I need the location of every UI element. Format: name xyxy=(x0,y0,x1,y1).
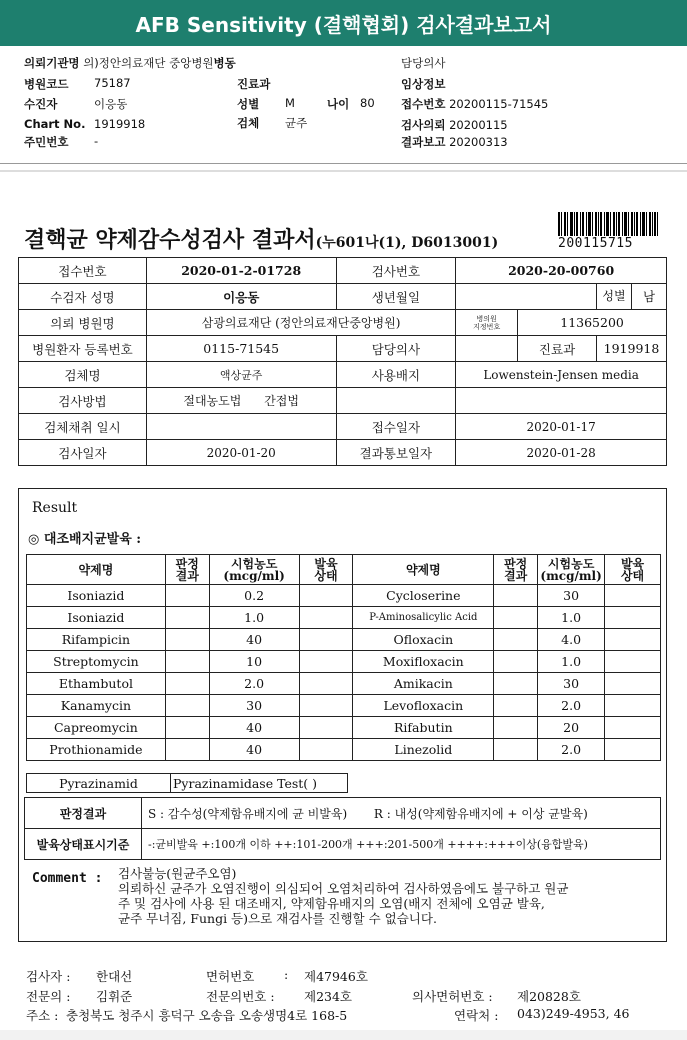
col-drug-left: 약제명 xyxy=(27,555,166,585)
hospital-label: 의뢰 병원명 xyxy=(19,310,147,336)
drug-name-left: Kanamycin xyxy=(27,695,166,717)
conc-right: 2.0 xyxy=(538,695,605,717)
col-judge-left: 판정 결과 xyxy=(165,555,209,585)
method-empty-b xyxy=(456,388,667,414)
tester-name: 한대선 xyxy=(96,969,133,984)
pyrazinamidase-test: Pyrazinamidase Test( ) xyxy=(171,774,348,793)
judge-right xyxy=(494,629,538,651)
drug-row xyxy=(27,695,661,717)
test-no-value: 2020-20-00760 xyxy=(456,258,667,284)
drug-name-left: Capreomycin xyxy=(27,717,166,739)
judge-label: 판정결과 xyxy=(25,798,142,829)
resident-value: - xyxy=(94,134,99,148)
conc-left: 40 xyxy=(209,739,299,761)
contact-value: 043)249-4953, 46 xyxy=(517,1006,630,1021)
spec-no-label: 전문의번호 : xyxy=(206,989,275,1004)
patient-value: 이응동 xyxy=(94,97,128,111)
conc-right: 4.0 xyxy=(538,629,605,651)
conc-left: 10 xyxy=(209,651,299,673)
address-value: 충청북도 청주시 흥덕구 오송읍 오송생명4로 168-5 xyxy=(66,1008,348,1023)
collect-label: 검체채취 일시 xyxy=(19,414,147,440)
conc-left: 30 xyxy=(209,695,299,717)
judge-right xyxy=(494,717,538,739)
conc-right: 30 xyxy=(538,673,605,695)
conc-left: 2.0 xyxy=(209,673,299,695)
growth-right xyxy=(605,585,661,607)
drug-row xyxy=(27,739,661,761)
doc-license-value: 제20828호 xyxy=(517,989,581,1004)
doctor-value xyxy=(456,336,518,362)
judgement-table xyxy=(24,797,661,860)
chart-label: Chart No. xyxy=(24,117,86,131)
address-label: 주소 : xyxy=(26,1008,59,1023)
growth-right xyxy=(605,651,661,673)
growth-left xyxy=(299,585,353,607)
tester-label: 검사자 : xyxy=(26,969,71,984)
drug-name-left: Isoniazid xyxy=(27,585,166,607)
chart-value: 1919918 xyxy=(94,117,146,131)
drug-row xyxy=(27,607,661,629)
age-label: 나이 xyxy=(327,97,350,111)
pyrazinamid-table xyxy=(26,773,348,793)
medium-value: Lowenstein-Jensen media xyxy=(456,362,667,388)
judge-right xyxy=(494,585,538,607)
comment-line: 균주 무너짐, Fungi 등)으로 재검사를 진행할 수 없습니다. xyxy=(118,911,437,926)
conc-right: 2.0 xyxy=(538,739,605,761)
patient-name-value: 이응동 xyxy=(146,284,336,310)
barcode-number: 200115715 xyxy=(558,236,633,251)
license-label: 면허번호 xyxy=(206,969,255,984)
drug-row xyxy=(27,717,661,739)
judge-left xyxy=(165,695,209,717)
growth-left xyxy=(299,651,353,673)
recv-date-label: 접수일자 xyxy=(336,414,456,440)
birth-value xyxy=(456,284,597,310)
growth-left xyxy=(299,717,353,739)
conc-left: 1.0 xyxy=(209,607,299,629)
spec-no-value: 제234호 xyxy=(304,989,353,1004)
specialist-label: 전문의 : xyxy=(26,989,71,1004)
hospital-code-label: 병원코드 xyxy=(24,77,69,91)
receipt-no-value: 2020-01-2-01728 xyxy=(146,258,336,284)
col-conc-left: 시험농도 (mcg/ml) xyxy=(209,555,299,585)
drug-name-right: Rifabutin xyxy=(353,717,494,739)
doc-license-label: 의사면허번호 : xyxy=(412,989,493,1004)
judge-left xyxy=(165,717,209,739)
drug-row xyxy=(27,673,661,695)
license-colon: : xyxy=(284,967,289,982)
barcode-image xyxy=(558,212,658,236)
control-growth-label: ◎ 대조배지균발육 : xyxy=(28,532,142,547)
judge-left xyxy=(165,607,209,629)
doctor-label: 담당의사 xyxy=(336,336,456,362)
growth-criteria-label: 발육상태표시기준 xyxy=(25,829,142,860)
specimen-label: 검체명 xyxy=(19,362,147,388)
comment-text xyxy=(118,866,568,926)
growth-right xyxy=(605,717,661,739)
growth-right xyxy=(605,629,661,651)
drug-name-left: Ethambutol xyxy=(27,673,166,695)
conc-left: 40 xyxy=(209,717,299,739)
growth-right xyxy=(605,607,661,629)
judge-left xyxy=(165,739,209,761)
patient-label: 수진자 xyxy=(24,97,58,111)
growth-right xyxy=(605,695,661,717)
col-growth-right: 발육 상태 xyxy=(605,555,661,585)
document-title: 결핵균 약제감수성검사 결과서(누601나(1), D6013001) xyxy=(24,227,499,253)
drug-name-left: Streptomycin xyxy=(27,651,166,673)
sex-value: M xyxy=(285,96,295,110)
judge-left xyxy=(165,651,209,673)
medium-label: 사용배지 xyxy=(336,362,456,388)
drug-name-right: Ofloxacin xyxy=(353,629,494,651)
judge-right xyxy=(494,607,538,629)
judge-left xyxy=(165,585,209,607)
resident-label: 주민번호 xyxy=(24,135,69,149)
patient-name-label: 수검자 성명 xyxy=(19,284,147,310)
comment-line: 의뢰하신 균주가 오염진행이 의심되어 오염처리하여 검사하였음에도 불구하고 원균 xyxy=(118,881,569,896)
conc-right: 30 xyxy=(538,585,605,607)
method-value: 절대농도법 간접법 xyxy=(146,388,336,414)
receipt-no-label: 접수번호 xyxy=(19,258,147,284)
header-divider xyxy=(0,163,687,164)
notify-label: 결과통보일자 xyxy=(336,440,456,466)
sex-label: 성별 xyxy=(237,97,260,111)
drug-name-left: Isoniazid xyxy=(27,607,166,629)
comment-line: 주 및 검사에 사용 된 대조배지, 약제함유배지의 오염(배지 전체에 오염균 발육, xyxy=(118,896,545,911)
growth-left xyxy=(299,695,353,717)
judge-left xyxy=(165,673,209,695)
report-row: 결과보고 20200313 xyxy=(401,135,508,149)
conc-right: 20 xyxy=(538,717,605,739)
specimen-value: 액상균주 xyxy=(146,362,336,388)
birth-label: 생년월일 xyxy=(336,284,456,310)
judge-criteria: S : 감수성(약제함유배지에 균 비발육) R : 내성(약제함유배지에 + 이상 균발육) xyxy=(142,798,661,829)
conc-right: 1.0 xyxy=(538,651,605,673)
age-value: 80 xyxy=(360,96,375,110)
dept-label: 진료과 xyxy=(518,336,597,362)
judge-right xyxy=(494,673,538,695)
judge-right xyxy=(494,739,538,761)
drug-name-right: Cycloserine xyxy=(353,585,494,607)
test-date-value: 2020-01-20 xyxy=(146,440,336,466)
collect-value xyxy=(146,414,336,440)
method-label: 검사방법 xyxy=(19,388,147,414)
growth-criteria-text: -:균비발육 +:100개 이하 ++:101-200개 +++:201-500개 ++++:+++이상(융합발육) xyxy=(142,829,661,860)
sex-cell: 성별 남 xyxy=(596,284,666,310)
drug-name-right: P-Aminosalicylic Acid xyxy=(353,607,494,629)
designation-label: 병의원 지정번호 xyxy=(456,310,518,336)
judge-right xyxy=(494,695,538,717)
col-growth-left: 발육 상태 xyxy=(299,555,353,585)
method-empty-a xyxy=(336,388,456,414)
growth-right xyxy=(605,739,661,761)
drug-row xyxy=(27,651,661,673)
col-judge-right: 판정 결과 xyxy=(494,555,538,585)
hospital-code-value: 75187 xyxy=(94,76,131,90)
recv-date-value: 2020-01-17 xyxy=(456,414,667,440)
growth-left xyxy=(299,673,353,695)
clinical-label: 임상정보 xyxy=(401,77,446,91)
drug-row xyxy=(27,629,661,651)
doctor-label: 담당의사 xyxy=(401,56,446,70)
license-value: 제47946호 xyxy=(304,969,368,984)
drug-susceptibility-table xyxy=(26,554,661,761)
pyrazinamid-label: Pyrazinamid xyxy=(27,774,171,793)
request-row: 검사의뢰 20200115 xyxy=(401,118,508,132)
drug-name-right: Levofloxacin xyxy=(353,695,494,717)
col-drug-right: 약제명 xyxy=(353,555,494,585)
bottom-strip xyxy=(0,1030,687,1040)
reg-label: 병원환자 등록번호 xyxy=(19,336,147,362)
patient-info-table xyxy=(18,257,667,466)
growth-right xyxy=(605,673,661,695)
growth-left xyxy=(299,629,353,651)
comment-label: Comment : xyxy=(32,871,103,886)
notify-value: 2020-01-28 xyxy=(456,440,667,466)
conc-left: 0.2 xyxy=(209,585,299,607)
specimen-label: 검체 xyxy=(237,116,260,130)
growth-left xyxy=(299,607,353,629)
drug-row xyxy=(27,585,661,607)
judge-right xyxy=(494,651,538,673)
drug-name-right: Moxifloxacin xyxy=(353,651,494,673)
receipt-row: 접수번호 20200115-71545 xyxy=(401,97,549,111)
growth-left xyxy=(299,739,353,761)
test-no-label: 검사번호 xyxy=(336,258,456,284)
judge-left xyxy=(165,629,209,651)
institution-row: 의뢰기관명 의)정안의료재단 중앙병원병동 xyxy=(24,56,236,70)
hospital-value: 삼광의료재단 (정안의료재단중앙병원) xyxy=(146,310,455,336)
report-header-title: AFB Sensitivity (결핵협회) 검사결과보고서 xyxy=(0,0,687,46)
col-conc-right: 시험농도 (mcg/ml) xyxy=(538,555,605,585)
specimen-value: 균주 xyxy=(285,116,308,130)
contact-label: 연락처 : xyxy=(454,1008,499,1023)
reg-value: 0115-71545 xyxy=(146,336,336,362)
dept-label: 진료과 xyxy=(237,77,271,91)
drug-name-right: Amikacin xyxy=(353,673,494,695)
comment-line: 검사불능(원균주오염) xyxy=(118,866,237,881)
drug-name-left: Prothionamide xyxy=(27,739,166,761)
specialist-name: 김휘준 xyxy=(96,989,133,1004)
conc-left: 40 xyxy=(209,629,299,651)
test-date-label: 검사일자 xyxy=(19,440,147,466)
drug-name-right: Linezolid xyxy=(353,739,494,761)
header-divider-shadow xyxy=(0,170,687,172)
designation-value: 11365200 xyxy=(518,310,667,336)
conc-right: 1.0 xyxy=(538,607,605,629)
result-title: Result xyxy=(32,500,78,516)
dept-value: 1919918 xyxy=(596,336,666,362)
drug-name-left: Rifampicin xyxy=(27,629,166,651)
